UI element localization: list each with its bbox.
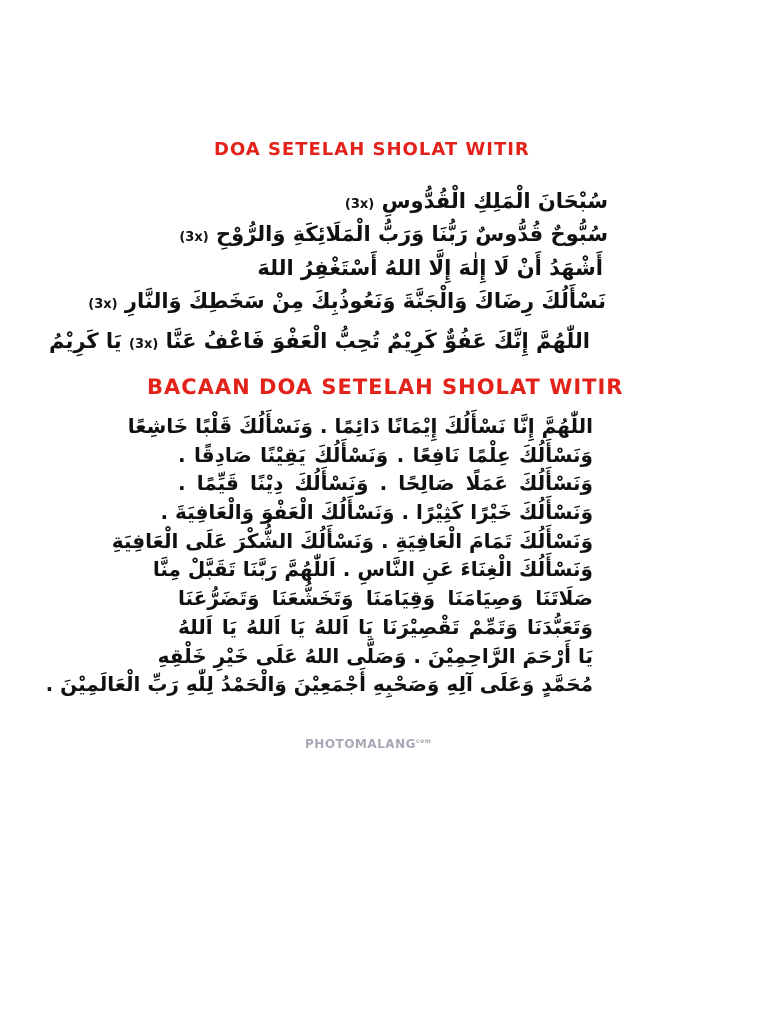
- prayer-line: وَنَسْأَلُكَ عِلْمًا نَافِعًا . وَنَسْأَلُكَ يَقِيْنًا صَادِقًا .: [178, 442, 593, 467]
- watermark: [305, 737, 431, 751]
- prayer-line: وَنَسْأَلُكَ خَيْرًا كَثِيْرًا . وَنَسْأَلُكَ الْعَفْوَ وَالْعَافِيَةَ .: [160, 500, 593, 525]
- arabic-text: اللّٰهُمَّ إِنَّكَ عَفُوٌّ كَرِيْمٌ تُحِبُّ الْعَفْوَ فَاعْفُ عَنَّا: [165, 329, 590, 353]
- arabic-text: أَشْهَدُ أَنْ لَا إِلٰهَ إِلَّا اللهُ أَسْتَغْفِرُ اللهَ: [257, 256, 603, 280]
- arabic-suffix: يَا كَرِيْمُ: [48, 329, 122, 353]
- prayer-text-block: [45, 412, 593, 699]
- section2-title: BACAAN DOA SETELAH SHOLAT WITIR: [147, 375, 624, 399]
- prayer-line: وَتَعَبُّدَنَا وَتَمِّمْ تَقْصِيْرَنَا يَا اَللهُ يَا اَللهُ يَا اَللهُ: [178, 614, 593, 639]
- prayer-line: وَنَسْأَلُكَ عَمَلًا صَالِحًا . وَنَسْأَلُكَ دِيْنًا قَيِّمًا .: [178, 471, 593, 496]
- repeat-count: (3x): [88, 297, 118, 312]
- prayer-line: صَلَاتَنَا وَصِيَامَنَا وَقِيَامَنَا وَتَخَشُّعَنَا وَتَضَرُّعَنَا: [178, 586, 593, 611]
- repeat-count: (3x): [129, 337, 159, 352]
- prayer-line: اللّٰهُمَّ إِنَّا نَسْأَلُكَ إِيْمَانًا دَائِمًا . وَنَسْأَلُكَ قَلْبًا خَاشِعًا: [127, 414, 593, 438]
- arabic-text: سُبْحَانَ الْمَلِكِ الْقُدُّوسِ: [381, 189, 608, 213]
- prayer-line: مُحَمَّدٍ وَعَلَى آلِهِ وَصَحْبِهِ أَجْمَعِيْنَ وَالْحَمْدُ لِلّٰهِ رَبِّ الْعَالَمِيْنَ .: [45, 672, 593, 697]
- repeat-count: (3x): [179, 230, 209, 245]
- arabic-text: نَسْأَلُكَ رِضَاكَ وَالْجَنَّةَ وَنَعُوذُبِكَ مِنْ سَخَطِكَ وَالنَّارِ: [124, 289, 606, 313]
- watermark-text: PHOTOMALANG: [305, 737, 416, 751]
- arabic-text: سُبُّوحٌ قُدُّوسٌ رَبُّنَا وَرَبُّ الْمَلَائِكَةِ وَالرُّوْحِ: [216, 222, 608, 246]
- arabic-line-5: [49, 321, 590, 365]
- prayer-line: يَا أَرْحَمَ الرَّاحِمِيْنَ . وَصَلَّى اللهُ عَلَى خَيْرِ خَلْقِهِ: [157, 643, 593, 668]
- section1-title: DOA SETELAH SHOLAT WITIR: [214, 139, 530, 160]
- arabic-line-4: [88, 281, 606, 325]
- repeat-count: (3x): [344, 197, 375, 212]
- prayer-line: وَنَسْأَلُكَ تَمَامَ الْعَافِيَةِ . وَنَسْأَلُكَ الشُّكْرَ عَلَى الْعَافِيَةِ: [111, 528, 593, 553]
- watermark-mark: com: [415, 738, 432, 745]
- prayer-line: وَنَسْأَلُكَ الْغِنَاءَ عَنِ النَّاسِ . اَللّٰهُمَّ رَبَّنَا تَقَبَّلْ مِنَّا: [152, 557, 593, 582]
